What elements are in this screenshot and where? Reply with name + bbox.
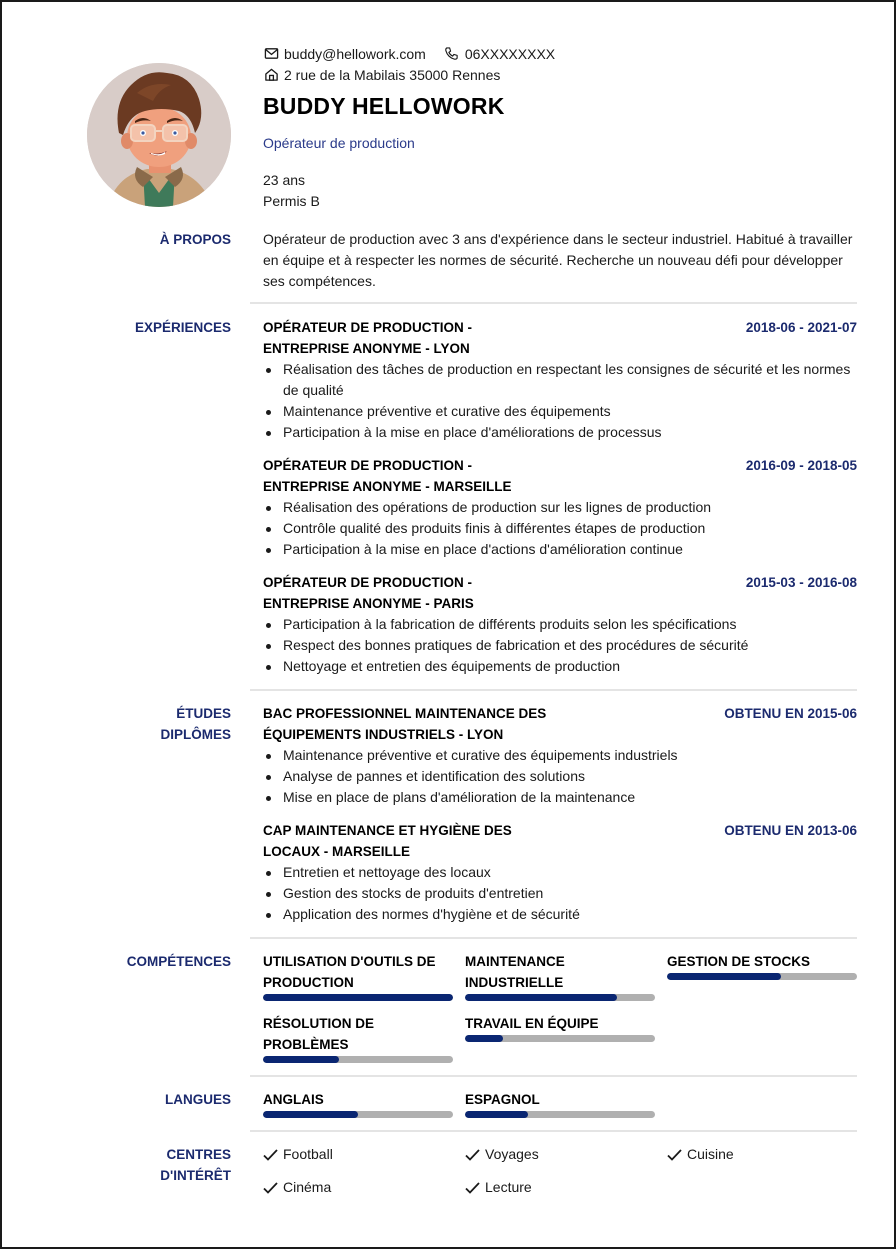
section-divider (250, 1075, 857, 1077)
entry-title-line1: BAC PROFESSIONNEL MAINTENANCE DES (263, 706, 547, 721)
label-line1: ÉTUDES (176, 706, 231, 721)
entry-header (263, 820, 857, 862)
list-item: Mise en place de plans d'amélioration de la maintenance (263, 787, 857, 808)
skill-label-line1: UTILISATION D'OUTILS DE (263, 954, 436, 969)
check-icon (263, 1182, 278, 1194)
contact-row-primary (263, 43, 555, 64)
experience-entry (263, 455, 857, 560)
language-level-bar (465, 1111, 655, 1118)
experience-entry (263, 572, 857, 677)
skill-item (465, 1013, 655, 1042)
avatar (87, 63, 231, 207)
entry-header (263, 703, 857, 745)
envelope-icon (263, 46, 279, 62)
entry-bullets (263, 497, 857, 560)
skill-label-line1: GESTION DE STOCKS (667, 954, 811, 969)
label-line2: DIPLÔMES (160, 727, 231, 742)
section-divider (250, 1130, 857, 1132)
entry-title-line1: OPÉRATEUR DE PRODUCTION - (263, 320, 473, 335)
list-item: Maintenance préventive et curative des équipements (263, 401, 857, 422)
skill-label-line2: PRODUCTION (263, 975, 354, 990)
entry-title-line2: ÉQUIPEMENTS INDUSTRIELS - LYON (263, 727, 504, 742)
skill-label-line2: PROBLÈMES (263, 1037, 349, 1052)
label-line2: D'INTÉRÊT (160, 1168, 231, 1183)
education-entry (263, 703, 857, 808)
section-label-skills: COMPÉTENCES (126, 954, 231, 969)
entry-header (263, 572, 857, 614)
skill-level-bar (263, 994, 453, 1001)
list-item: Maintenance préventive et curative des équipements industriels (263, 745, 857, 766)
skill-level-bar (465, 1035, 655, 1042)
section-divider (250, 302, 857, 304)
interest-label: Cuisine (687, 1146, 734, 1162)
section-label-interests (2, 1144, 231, 1186)
entry-bullets (263, 359, 857, 443)
skill-label-line1: MAINTENANCE (465, 954, 565, 969)
interest-label: Cinéma (283, 1179, 332, 1195)
entry-title-line2: ENTREPRISE ANONYME - MARSEILLE (263, 479, 512, 494)
entry-header (263, 317, 857, 359)
education-entry (263, 820, 857, 925)
check-icon (465, 1182, 480, 1194)
skill-level-fill (465, 994, 617, 1001)
list-item: Participation à la fabrication de différents produits selon les spécifications (263, 614, 857, 635)
interest-item (263, 1177, 331, 1198)
entry-dates: OBTENU EN 2013-06 (724, 823, 857, 838)
check-icon (465, 1149, 480, 1161)
entry-bullets (263, 745, 857, 808)
list-item: Réalisation des opérations de production sur les lignes de production (263, 497, 857, 518)
list-item: Analyse de pannes et identification des solutions (263, 766, 857, 787)
language-name: ESPAGNOL (465, 1092, 540, 1107)
language-level-bar (263, 1111, 453, 1118)
home-icon (263, 67, 279, 83)
phone-number[interactable]: 06XXXXXXXX (464, 45, 556, 62)
check-icon (667, 1149, 682, 1161)
entry-title-line1: OPÉRATEUR DE PRODUCTION - (263, 575, 473, 590)
interest-item (263, 1144, 333, 1165)
entry-title-line2: ENTREPRISE ANONYME - PARIS (263, 596, 474, 611)
skill-item (263, 1013, 453, 1063)
check-icon (263, 1149, 278, 1161)
section-label-about: À PROPOS (159, 232, 231, 247)
entry-bullets (263, 614, 857, 677)
entry-dates: 2018-06 - 2021-07 (745, 320, 857, 335)
language-level-fill (465, 1111, 528, 1118)
entry-title-line2: LOCAUX - MARSEILLE (263, 844, 410, 859)
interest-item (465, 1177, 532, 1198)
list-item: Application des normes d'hygiène et de sécurité (263, 904, 857, 925)
phone-icon (444, 46, 460, 62)
skill-level-bar (465, 994, 655, 1001)
interest-label: Voyages (485, 1146, 539, 1162)
entry-bullets (263, 862, 857, 925)
skill-level-fill (263, 994, 453, 1001)
skill-label-line1: RÉSOLUTION DE (263, 1016, 375, 1031)
candidate-name: BUDDY HELLOWORK (263, 93, 505, 119)
skill-item (465, 951, 655, 1001)
job-title: Opérateur de production (263, 135, 415, 151)
skill-label-line1: TRAVAIL EN ÉQUIPE (465, 1016, 599, 1031)
skill-level-fill (667, 973, 781, 980)
language-item (263, 1089, 453, 1118)
list-item: Entretien et nettoyage des locaux (263, 862, 857, 883)
section-divider (250, 689, 857, 691)
entry-title-line1: CAP MAINTENANCE ET HYGIÈNE DES (263, 823, 512, 838)
entry-title-line1: OPÉRATEUR DE PRODUCTION - (263, 458, 473, 473)
license-text: Permis B (263, 193, 320, 209)
section-divider (250, 937, 857, 939)
language-item (465, 1089, 655, 1118)
age-text: 23 ans (263, 172, 306, 188)
interest-item (465, 1144, 539, 1165)
address-text: 2 rue de la Mabilais 35000 Rennes (284, 66, 501, 83)
email-link[interactable]: buddy@hellowork.com (284, 45, 426, 62)
interest-item (667, 1144, 734, 1165)
experience-entry (263, 317, 857, 443)
entry-header (263, 455, 857, 497)
entry-dates: 2015-03 - 2016-08 (745, 575, 857, 590)
list-item: Participation à la mise en place d'actions d'amélioration continue (263, 539, 857, 560)
skill-item (667, 951, 857, 980)
list-item: Nettoyage et entretien des équipements de production (263, 656, 857, 677)
language-name: ANGLAIS (263, 1092, 324, 1107)
list-item: Participation à la mise en place d'améliorations de processus (263, 422, 857, 443)
section-label-education (2, 703, 231, 745)
entry-title-line2: ENTREPRISE ANONYME - LYON (263, 341, 470, 356)
entry-dates: 2016-09 - 2018-05 (745, 458, 857, 473)
section-label-experiences: EXPÉRIENCES (134, 320, 231, 335)
skill-level-fill (465, 1035, 503, 1042)
list-item: Respect des bonnes pratiques de fabrication et des procédures de sécurité (263, 635, 857, 656)
language-level-fill (263, 1111, 358, 1118)
label-line1: CENTRES (166, 1147, 231, 1162)
about-text: Opérateur de production avec 3 ans d'expérience dans le secteur industriel. Habitué à travailler en équipe et à respecter les normes de sécurité. Recherche un nouveau défi pour développer ses compétences. (263, 231, 853, 289)
list-item: Gestion des stocks de produits d'entretien (263, 883, 857, 904)
contact-row-address (263, 64, 500, 85)
skill-label-line2: INDUSTRIELLE (465, 975, 564, 990)
skill-item (263, 951, 453, 1001)
section-label-languages: LANGUES (164, 1092, 231, 1107)
list-item: Contrôle qualité des produits finis à différentes étapes de production (263, 518, 857, 539)
entry-dates: OBTENU EN 2015-06 (724, 706, 857, 721)
skill-level-bar (667, 973, 857, 980)
list-item: Réalisation des tâches de production en respectant les consignes de sécurité et les normes de qualité (263, 359, 857, 401)
avatar-illustration-icon (87, 63, 231, 207)
skill-level-bar (263, 1056, 453, 1063)
interest-label: Lecture (485, 1179, 532, 1195)
skill-level-fill (263, 1056, 339, 1063)
interest-label: Football (283, 1146, 333, 1162)
